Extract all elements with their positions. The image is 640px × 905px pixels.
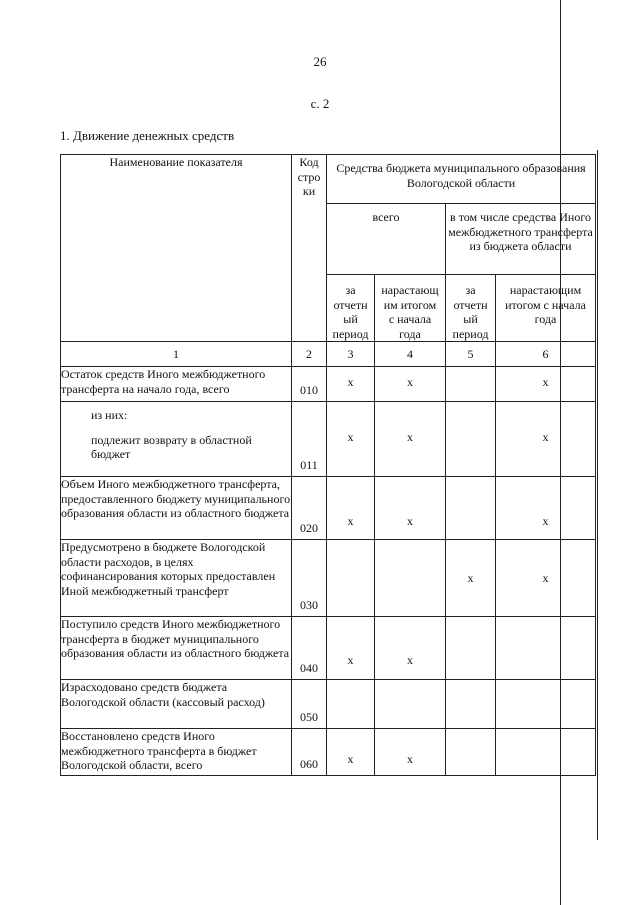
- cell-mark: [446, 477, 496, 540]
- header-code-line: стро: [297, 169, 321, 184]
- section-title: 1. Движение денежных средств: [60, 128, 235, 143]
- row-name: Предусмотрено в бюджете Вологодской области расходов, в целях софинансирования которых предоставлен Иной межбюджетный трансферт: [61, 540, 292, 617]
- header-line: период: [452, 326, 489, 341]
- row-code: 050: [292, 680, 327, 729]
- col-number: 4: [375, 342, 446, 367]
- table-row: [61, 540, 596, 617]
- cell-mark: x: [327, 402, 375, 477]
- cell-mark: x: [327, 617, 375, 680]
- header-line: ый: [343, 312, 358, 326]
- column-number-row: [61, 342, 596, 367]
- cell-mark: [446, 680, 496, 729]
- sheet-label: с. 2: [310, 96, 330, 111]
- table-row: [61, 680, 596, 729]
- row-code: 060: [292, 729, 327, 776]
- header-code-line: ки: [302, 184, 316, 198]
- row-name: Остаток средств Иного межбюджетного трансферта на начало года, всего: [61, 367, 292, 402]
- header-incl-regional: в том числе средства Иного межбюджетного трансферта из бюджета области: [446, 204, 596, 275]
- col-number: 2: [292, 342, 327, 367]
- header-line: за: [465, 283, 476, 297]
- cell-mark: [446, 729, 496, 776]
- header-cumulative-2: нарастающим итогом с начала года: [496, 275, 596, 342]
- cell-mark: [446, 402, 496, 477]
- row-name: Израсходовано средств бюджета Вологодской области (кассовый расход): [61, 680, 292, 729]
- header-total: всего: [327, 204, 446, 275]
- cell-mark: x: [375, 367, 446, 402]
- col-number: 6: [496, 342, 596, 367]
- header-code: [292, 155, 327, 342]
- header-line: отчетн: [453, 297, 488, 312]
- table-row: [61, 617, 596, 680]
- cell-mark: [375, 540, 446, 617]
- row-code: 040: [292, 617, 327, 680]
- row-subitem: подлежит возврату в областной бюджет: [91, 432, 252, 461]
- table-row: [61, 367, 596, 402]
- cell-mark: x: [375, 477, 446, 540]
- header-line: года: [399, 326, 421, 341]
- cell-mark: x: [496, 367, 596, 402]
- col-number: 1: [61, 342, 292, 367]
- header-name: Наименование показателя: [61, 155, 292, 342]
- scan-edge-line-2: [597, 150, 598, 840]
- row-name: Объем Иного межбюджетного трансферта, предоставленного бюджету муниципального образования области из областного бюджета: [61, 477, 292, 540]
- cell-mark: x: [327, 477, 375, 540]
- cell-mark: x: [327, 729, 375, 776]
- header-line: ый: [463, 312, 478, 326]
- row-name: [61, 402, 292, 477]
- page-number: 26: [313, 54, 327, 69]
- cell-mark: x: [496, 402, 596, 477]
- table-row: [61, 729, 596, 776]
- row-code: 011: [292, 402, 327, 477]
- cell-mark: [446, 617, 496, 680]
- row-code: 010: [292, 367, 327, 402]
- cell-mark: [496, 680, 596, 729]
- cell-mark: [446, 367, 496, 402]
- header-reporting-2: [446, 275, 496, 342]
- row-code: 030: [292, 540, 327, 617]
- table-row: [61, 477, 596, 540]
- cash-flow-table: [60, 154, 596, 776]
- header-code-line: Код: [299, 155, 319, 169]
- header-line: им итогом: [383, 297, 437, 312]
- row-code: 020: [292, 477, 327, 540]
- col-number: 5: [446, 342, 496, 367]
- header-line: с начала: [388, 312, 432, 326]
- cell-mark: x: [375, 617, 446, 680]
- col-number: 3: [327, 342, 375, 367]
- cell-mark: x: [327, 367, 375, 402]
- table-header-row: [61, 155, 596, 204]
- table-row: [61, 402, 596, 477]
- row-name: Поступило средств Иного межбюджетного трансферта в бюджет муниципального образования области из областного бюджета: [61, 617, 292, 680]
- cell-mark: [327, 540, 375, 617]
- cell-mark: x: [375, 729, 446, 776]
- header-line: нарастающ: [381, 283, 439, 297]
- row-name: Восстановлено средств Иного межбюджетного трансферта в бюджет Вологодской области, всего: [61, 729, 292, 776]
- header-line: за: [345, 283, 356, 297]
- header-line: отчетн: [333, 297, 368, 312]
- header-budget: Средства бюджета муниципального образования Вологодской области: [327, 155, 596, 204]
- cell-mark: [375, 680, 446, 729]
- cell-mark: x: [496, 540, 596, 617]
- cell-mark: x: [446, 540, 496, 617]
- cell-mark: x: [375, 402, 446, 477]
- cell-mark: [327, 680, 375, 729]
- header-reporting: [327, 275, 375, 342]
- row-subheading: из них:: [91, 408, 128, 422]
- cell-mark: [496, 729, 596, 776]
- cell-mark: x: [496, 477, 596, 540]
- header-line: период: [332, 326, 369, 341]
- cell-mark: [496, 617, 596, 680]
- header-cumulative: [375, 275, 446, 342]
